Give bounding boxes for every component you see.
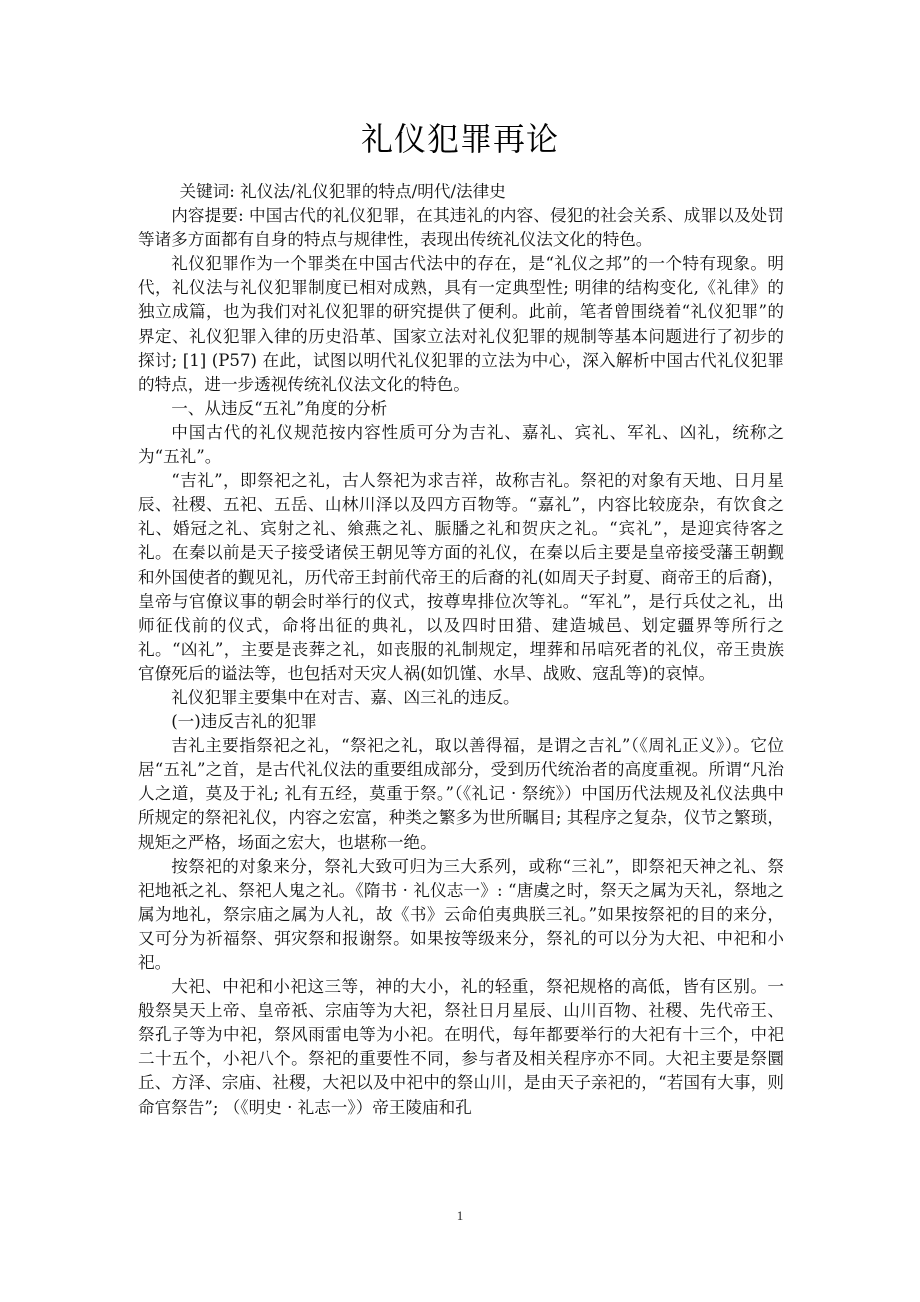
body-paragraph: 大祀、中祀和小祀这三等，神的大小，礼的轻重，祭祀规格的高低，皆有区别。一般祭昊天上帝、皇帝祇、宗庙等为大祀，祭社日月星辰、山川百物、社稷、先代帝王、祭孔子等为中祀，祭风雨雷电等为小祀。在明代，每年都要举行的大祀有十三个，中祀二十五个，小祀八个。祭祀的重要性不同，参与者及相关程序亦不同。大祀主要是祭圜丘、方泽、宗庙、社稷，大祀以及中祀中的祭山川，是由天子亲祀的，“若国有大事，则命官祭告”; （《明史 · 礼志一》）帝王陵庙和孔 <box>138 977 784 1117</box>
body-paragraph: 吉礼主要指祭祀之礼，“祭祀之礼，取以善得福，是谓之吉礼”（《周礼正义》）。它位居“五礼”之首，是古代礼仪法的重要组成部分，受到历代统治者的高度重视。所谓“凡治人之道，莫及于礼; 礼有五经，莫重于祭。”（《礼记 · 祭统》）中国历代法规及礼仪法典中所规定的祭祀礼仪，内容之宏富，种类之繁多为世所瞩目; 其程序之复杂，仪节之繁琐，规矩之严格，场面之宏大，也堪称一绝。 <box>138 736 784 852</box>
body-paragraph: “吉礼”，即祭祀之礼，古人祭祀为求吉祥，故称吉礼。祭祀的对象有天地、日月星辰、社稷、五祀、五岳、山林川泽以及四方百物等。“嘉礼”，内容比较庞杂，有饮食之礼、婚冠之礼、宾射之礼、飨燕之礼、脤膰之礼和贺庆之礼。“宾礼”，是迎宾待客之礼。在秦以前是天子接受诸侯王朝见等方面的礼仪，在秦以后主要是皇帝接受藩王朝觐和外国使者的觐见礼，历代帝王封前代帝王的后裔的礼(如周天子封夏、商帝王的后裔)，皇帝与官僚议事的朝会时举行的仪式，按尊卑排位次等礼。“军礼”，是行兵仗之礼，出师征伐前的仪式，命将出征的典礼，以及四时田猎、建造城邑、划定疆界等所行之礼。“凶礼”，主要是丧葬之礼，如丧服的礼制规定，埋葬和吊唁死者的礼仪，帝王贵族官僚死后的谥法等，也包括对天灾人祸(如饥馑、水旱、战败、寇乱等)的哀悼。 <box>138 471 784 683</box>
abstract-paragraph: 内容提要: 中国古代的礼仪犯罪，在其违礼的内容、侵犯的社会关系、成罪以及处罚等诸多方面都有自身的特点与规律性，表现出传统礼仪法文化的特色。 <box>138 206 784 250</box>
page-number: 1 <box>456 1208 464 1223</box>
body-paragraph: 礼仪犯罪主要集中在对吉、嘉、凶三礼的违反。 <box>171 687 520 707</box>
body-paragraph: 礼仪犯罪作为一个罪类在中国古代法中的存在，是“礼仪之邦”的一个特有现象。明代，礼仪法与礼仪犯罪制度已相对成熟，具有一定典型性; 明律的结构变化,《礼律》的独立成篇，也为我们对礼仪犯罪的研究提供了便利。此前，笔者曾围绕着“礼仪犯罪”的界定、礼仪犯罪入律的历史沿革、国家立法对礼仪犯罪的规制等基本问题进行了初步的探讨; [1] (P57) 在此，试图以明代礼仪犯罪的立法为中心，深入解析中国古代礼仪犯罪的特点，进一步透视传统礼仪法文化的特色。 <box>138 254 784 394</box>
section-heading: 一、从违反“五礼”角度的分析 <box>171 398 388 418</box>
keywords-line: 关键词: 礼仪法/礼仪犯罪的特点/明代/法律史 <box>179 182 506 201</box>
body-paragraph: 按祭祀的对象来分，祭礼大致可归为三大系列，或称“三礼”，即祭祀天神之礼、祭祀地祇之礼、祭祀人鬼之礼。《隋书 · 礼仪志一》: “唐虞之时，祭天之属为天礼，祭地之属为地礼，祭宗庙之属为人礼，故《书》云命伯夷典朕三礼。”如果按祭祀的目的来分，又可分为祈福祭、弭灾祭和报谢祭。如果按等级来分，祭礼的可以分为大祀、中祀和小祀。 <box>138 856 784 972</box>
document-title: 礼仪犯罪再论 <box>360 120 559 158</box>
document-body <box>138 180 784 1120</box>
subsection-heading: (一)违反吉礼的犯罪 <box>171 712 317 732</box>
body-paragraph: 中国古代的礼仪规范按内容性质可分为吉礼、嘉礼、宾礼、军礼、凶礼，统称之为“五礼”。 <box>138 422 784 467</box>
